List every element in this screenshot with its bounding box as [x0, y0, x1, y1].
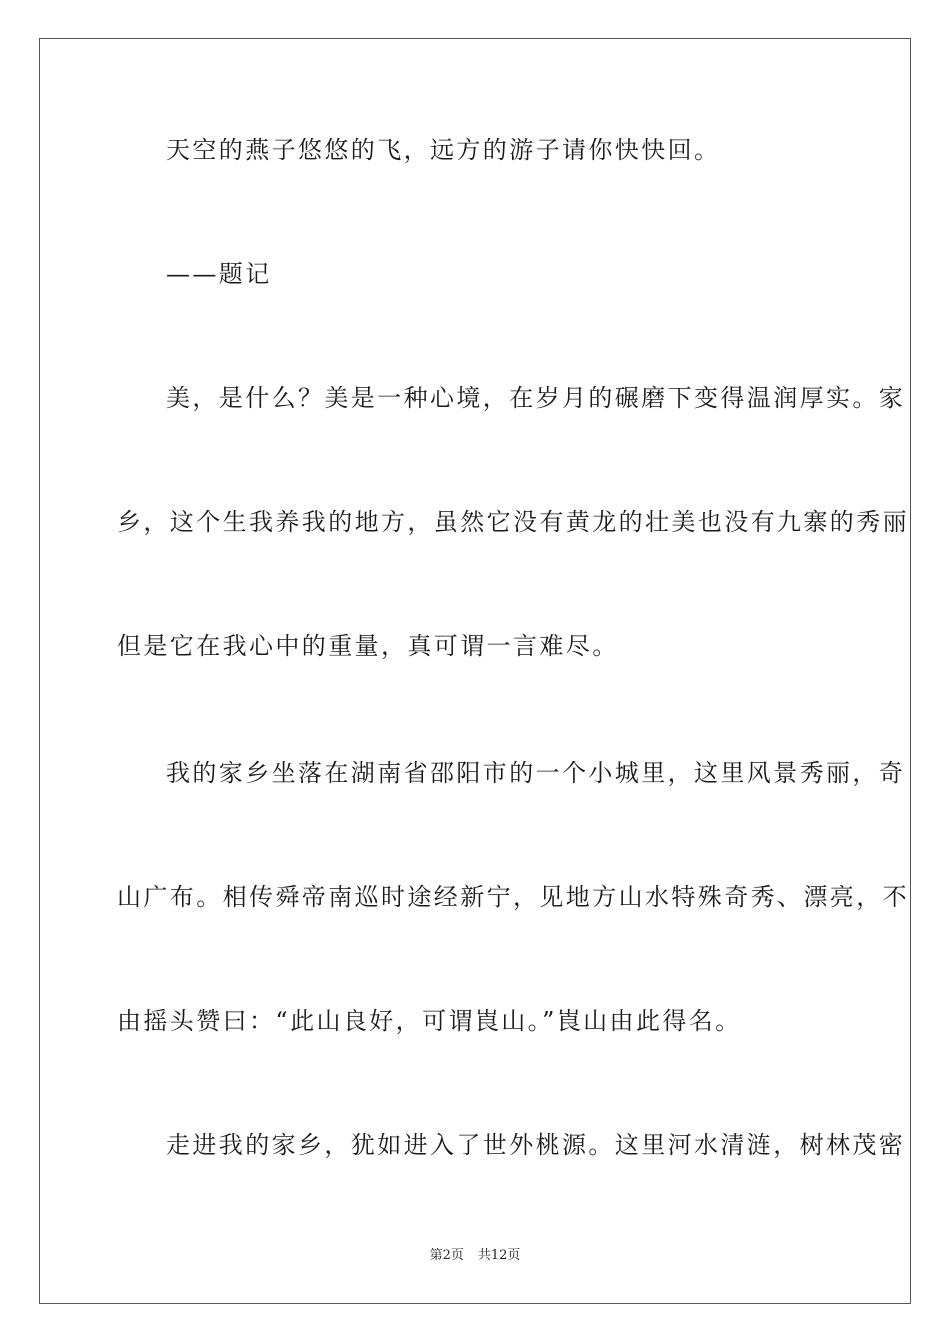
paragraph-2-line-2: 山广布。相传舜帝南巡时途经新宁，见地方山水特殊奇秀、漂亮，不 [117, 883, 909, 911]
epigraph-line: 天空的燕子悠悠的飞，远方的游子请你快快回。 [166, 136, 721, 164]
epigraph-attribution: ——题记 [166, 260, 272, 288]
paragraph-3-line-1: 走进我的家乡，犹如进入了世外桃源。这里河水清涟，树林茂密 [166, 1131, 906, 1159]
page-number: 第2页 [429, 1248, 464, 1263]
page-total: 共12页 [477, 1248, 521, 1263]
page-border [39, 38, 911, 1304]
paragraph-1-line-1: 美，是什么？美是一种心境，在岁月的碾磨下变得温润厚实。家 [166, 384, 906, 412]
paragraph-2-line-1: 我的家乡坐落在湖南省邵阳市的一个小城里，这里风景秀丽，奇 [166, 759, 906, 787]
paragraph-1-line-2: 乡，这个生我养我的地方，虽然它没有黄龙的壮美也没有九寨的秀丽 [117, 508, 909, 536]
page-footer [0, 1247, 950, 1265]
paragraph-1-line-3: 但是它在我心中的重量，真可谓一言难尽。 [117, 632, 619, 660]
paragraph-2-line-3: 由摇头赞曰：“此山良好，可谓崀山。”崀山由此得名。 [117, 1007, 742, 1035]
